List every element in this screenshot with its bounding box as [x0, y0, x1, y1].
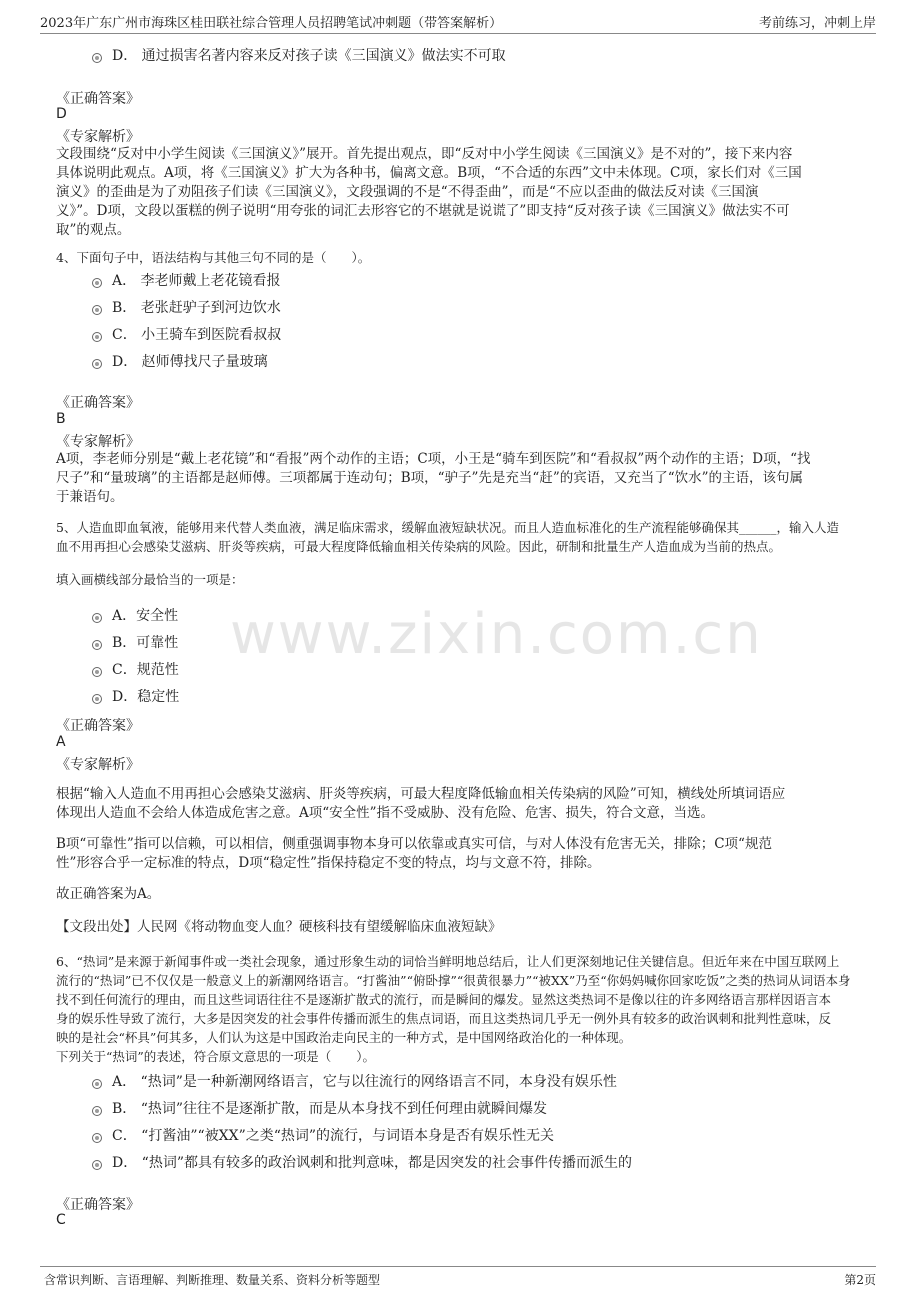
stem-line: 血不用再担心会感染艾滋病、肝炎等疾病，可最大程度降低输血相关传染病的风险。因此，研制和批量生产人造血成为当前的热点。	[56, 539, 782, 554]
document-title: 2023年广东广州市海珠区桂田联社综合管理人员招聘笔试冲刺题（带答案解析）	[40, 16, 503, 31]
footer-note: 含常识判断、言语理解、判断推理、数量关系、资料分析等题型	[44, 1273, 381, 1287]
radio-icon[interactable]	[92, 1133, 102, 1143]
radio-icon[interactable]	[92, 278, 102, 288]
q4-analysis-label: 《专家解析》	[56, 434, 140, 450]
analysis-line: 体现出人造血不会给人体造成危害之意。A项“安全性”指不受威胁、没有危险、危害、损失，符合文意，当选。	[56, 805, 715, 821]
q3-answer: D	[56, 106, 67, 122]
option-label: C． “打酱油”“被XX”之类“热词”的流行，与词语本身是否有娱乐性无关	[112, 1128, 555, 1144]
option-label: B． 老张赶驴子到河边饮水	[112, 300, 281, 316]
stem-line: 映的是社会“杯具”何其多，人们认为这是中国政治走向民主的一种方式，是中国网络政治化的一种体现。	[56, 1030, 632, 1045]
q4-analysis	[56, 450, 866, 507]
analysis-line: 文段围绕“反对中小学生阅读《三国演义》”展开。首先提出观点，即“反对中小学生阅读《三国演义》是不对的”，接下来内容	[56, 146, 793, 162]
stem-line: 流行的“热词”已不仅仅是一般意义上的新潮网络语言。“打酱油”“俯卧撑”“很黄很暴力”“被XX”乃至“你妈妈喊你回家吃饭”之类的热词从词语本身	[56, 973, 851, 988]
q3-answer-label: 《正确答案》	[56, 91, 140, 107]
q4-question: 4、下面句子中，语法结构与其他三句不同的是（ ）。	[56, 250, 371, 265]
q5-analysis-p1	[56, 785, 866, 823]
option-label: B． “热词”往往不是逐渐扩散，而是从本身找不到任何理由就瞬间爆发	[112, 1101, 548, 1117]
analysis-line: 性”形容合乎一定标准的特点，D项“稳定性”指保持稳定不变的特点，均与文意不符，排除。	[56, 855, 601, 871]
q5-answer-label: 《正确答案》	[56, 718, 140, 734]
stem-line: 找不到任何流行的理由，而且这些词语往往不是逐渐扩散式的流行，而是瞬间的爆发。显然这类热词不是像以往的许多网络语言那样因语言本	[56, 992, 832, 1007]
radio-icon[interactable]	[92, 613, 102, 623]
q5-option-d[interactable]	[92, 685, 179, 707]
page-header	[40, 8, 876, 30]
header-slogan: 考前练习，冲刺上岸	[758, 16, 876, 31]
analysis-line: 于兼语句。	[56, 489, 124, 505]
option-label: A． “热词”是一种新潮网络语言，它与以往流行的网络语言不同，本身没有娱乐性	[112, 1074, 617, 1090]
q6-answer: C	[56, 1212, 66, 1228]
option-label: A．安全性	[112, 608, 179, 624]
radio-icon[interactable]	[92, 359, 102, 369]
q4-option-c[interactable]	[92, 323, 281, 345]
q4-option-a[interactable]	[92, 269, 281, 291]
option-label: C．规范性	[112, 662, 179, 678]
q4-option-b[interactable]	[92, 296, 281, 318]
q5-stem	[56, 518, 866, 556]
stem-line: 5、人造血即血氧液，能够用来代替人类血液，满足临床需求，缓解血液短缺状况。而且人造血标准化的生产流程能够确保其______，输入人造	[56, 520, 839, 535]
radio-icon[interactable]	[92, 1106, 102, 1116]
option-label: A． 李老师戴上老花镜看报	[112, 273, 281, 289]
q5-prompt: 填入画横线部分最恰当的一项是：	[56, 572, 244, 587]
q5-source: 【文段出处】人民网《将动物血变人血？硬核科技有望缓解临床血液短缺》	[56, 919, 502, 935]
option-label: D． 通过损害名著内容来反对孩子读《三国演义》做法实不可取	[112, 48, 506, 64]
option-label: C． 小王骑车到医院看叔叔	[112, 327, 282, 343]
q6-option-c[interactable]	[92, 1124, 554, 1146]
q6-answer-label: 《正确答案》	[56, 1197, 140, 1213]
option-label: D．稳定性	[112, 689, 180, 705]
stem-line: 6、“热词”是来源于新闻事件或一类社会现象，通过形象生动的词恰当鲜明地总结后，让人们更深刻地记住关键信息。但近年来在中国互联网上	[56, 954, 840, 969]
q6-stem	[56, 952, 866, 1066]
option-label: D． “热词”都具有较多的政治讽刺和批判意味，都是因突发的社会事件传播而派生的	[112, 1155, 632, 1171]
q4-option-d[interactable]	[92, 350, 268, 372]
option-label: B．可靠性	[112, 635, 179, 651]
analysis-line: 根据“输入人造血不用再担心会感染艾滋病、肝炎等疾病，可最大程度降低输血相关传染病的风险”可知，横线处所填词语应	[56, 786, 786, 802]
footer-divider	[40, 1266, 876, 1267]
q5-analysis-p2	[56, 835, 866, 873]
q3-option-d[interactable]	[92, 44, 506, 66]
radio-icon[interactable]	[92, 332, 102, 342]
radio-icon[interactable]	[92, 640, 102, 650]
page-number: 第2页	[844, 1273, 876, 1287]
q6-option-d[interactable]	[92, 1151, 632, 1173]
q4-answer-label: 《正确答案》	[56, 395, 140, 411]
header-divider	[40, 33, 876, 34]
stem-line: 身的娱乐性导致了流行，大多是因突发的社会事件传播而派生的焦点词语，而且这类热词几乎无一例外具有较多的政治讽刺和批判性意味，反	[56, 1011, 832, 1026]
q5-analysis-label: 《专家解析》	[56, 757, 140, 773]
radio-icon[interactable]	[92, 305, 102, 315]
q3-analysis-label: 《专家解析》	[56, 129, 140, 145]
radio-icon[interactable]	[92, 53, 102, 63]
analysis-line: 尺子”和“量玻璃”的主语都是赵师傅。三项都属于连动句；B项，“驴子”先是充当“赶”的宾语，又充当了“饮水”的主语，该句属	[56, 470, 804, 486]
analysis-line: 具体说明此观点。A项，将《三国演义》扩大为各种书，偏离文意。B项，“不合适的东西”文中未体现。C项，家长们对《三国	[56, 165, 802, 181]
q5-answer: A	[56, 734, 66, 750]
radio-icon[interactable]	[92, 1079, 102, 1089]
radio-icon[interactable]	[92, 694, 102, 704]
stem-line: 下列关于“热词”的表述，符合原文意思的一项是（ ）。	[56, 1049, 376, 1064]
q5-option-c[interactable]	[92, 658, 179, 680]
q5-option-a[interactable]	[92, 604, 178, 626]
q5-conclusion: 故正确答案为A。	[56, 886, 161, 902]
option-label: D． 赵师傅找尺子量玻璃	[112, 354, 268, 370]
radio-icon[interactable]	[92, 667, 102, 677]
analysis-line: A项，李老师分别是“戴上老花镜”和“看报”两个动作的主语；C项，小王是“骑车到医院”和“看叔叔”两个动作的主语；D项，“找	[56, 451, 811, 467]
q3-analysis	[56, 145, 866, 240]
analysis-line: 演义》的歪曲是为了劝阻孩子们读《三国演义》，文段强调的不是“不得歪曲”，而是“不应以歪曲的做法反对读《三国演	[56, 184, 759, 200]
q5-option-b[interactable]	[92, 631, 178, 653]
analysis-line: 取”的观点。	[56, 222, 131, 238]
analysis-line: 义》”。D项，文段以蛋糕的例子说明“用夸张的词汇去形容它的不堪就是说谎了”即支持“反对孩子读《三国演义》做法实不可	[56, 203, 790, 219]
q4-answer: B	[56, 411, 66, 427]
radio-icon[interactable]	[92, 1160, 102, 1170]
analysis-line: B项“可靠性”指可以信赖，可以相信，侧重强调事物本身可以依靠或真实可信，与对人体没有危害无关，排除；C项“规范	[56, 836, 772, 852]
q6-option-b[interactable]	[92, 1097, 547, 1119]
q6-option-a[interactable]	[92, 1070, 617, 1092]
watermark: www.zixin.com.cn	[230, 602, 763, 667]
